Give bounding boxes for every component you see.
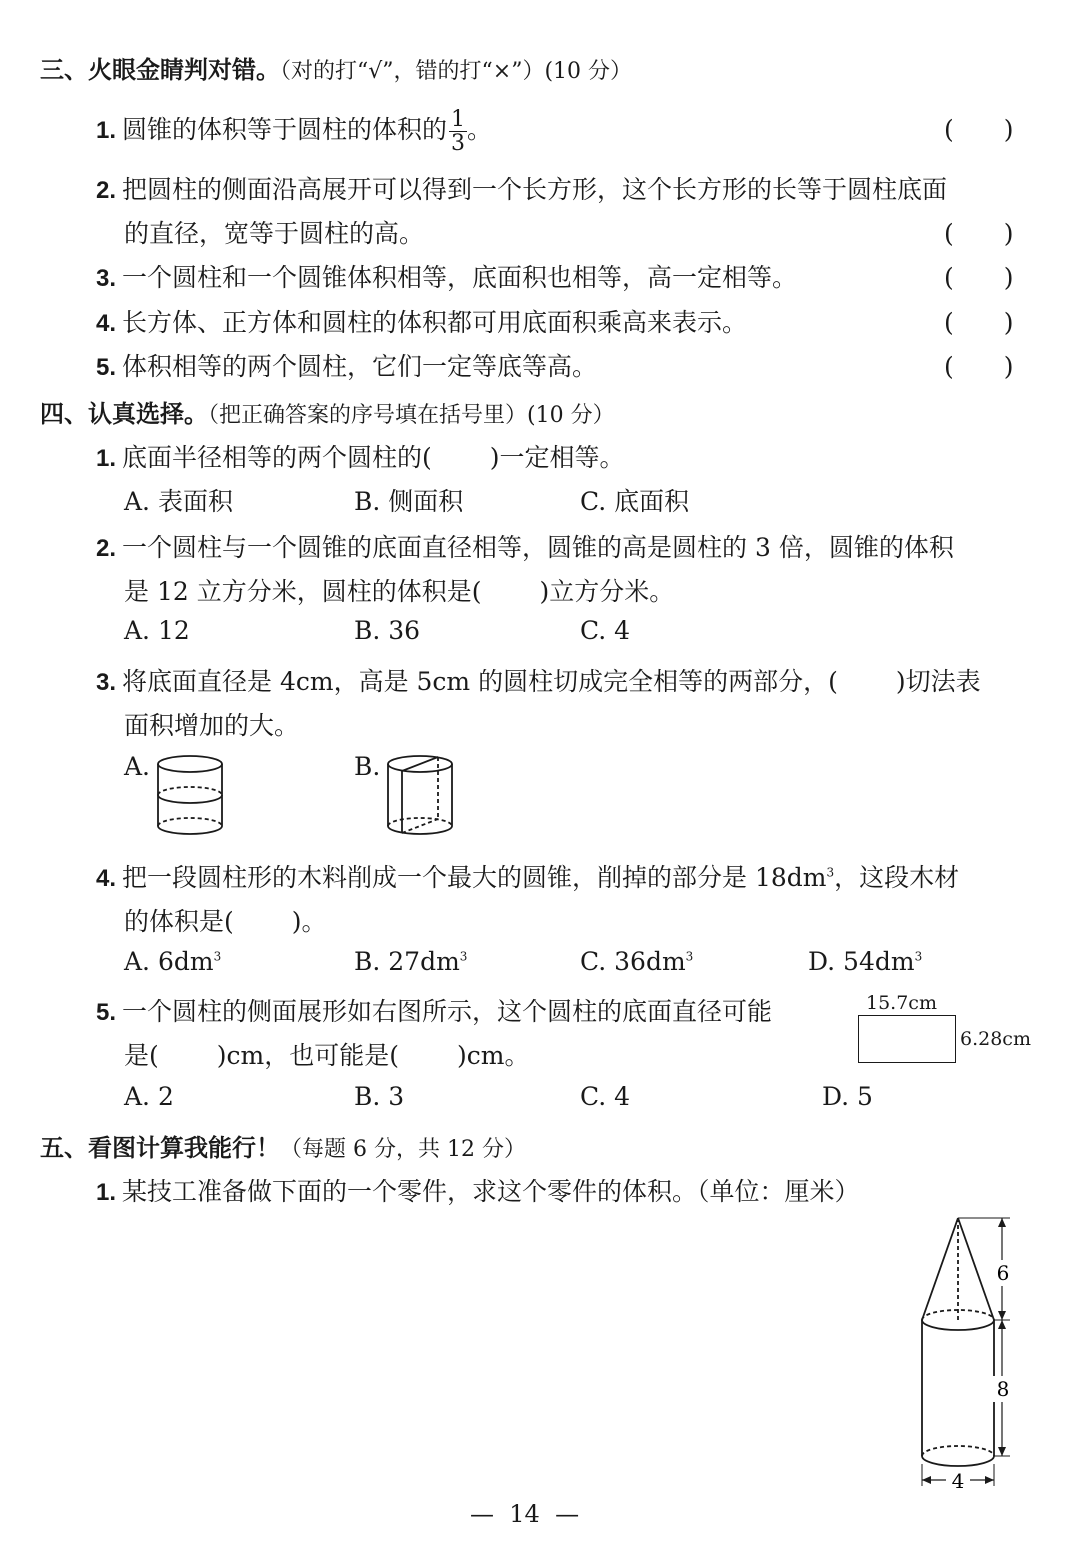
section-5-heading <box>40 1128 526 1163</box>
s4-q3-num: 3. <box>96 669 117 696</box>
s4-q5-option-a[interactable]: A. 2 <box>124 1082 174 1111</box>
s4-q4-option-b-text: B. 27dm <box>354 947 460 976</box>
s3-item-1-tail: 。 <box>467 115 493 145</box>
s4-q4-option-d[interactable] <box>808 947 922 976</box>
s4-q4-option-a-sup: 3 <box>213 949 222 964</box>
s4-q2-text-b: )立方分米。 <box>539 577 675 606</box>
s4-q4-option-d-sup: 3 <box>914 949 923 964</box>
s4-q3-option-b[interactable]: B. <box>354 752 381 781</box>
s4-q1 <box>96 438 625 474</box>
s3-item-1 <box>96 108 492 155</box>
s4-q1-option-b[interactable]: B. 侧面积 <box>354 487 464 516</box>
answer-paren-s3-5[interactable]: ( ) <box>944 352 1014 381</box>
s3-item-2-line2: 的直径，宽等于圆柱的高。 <box>124 219 425 248</box>
s4-q5-option-b[interactable]: B. 3 <box>354 1082 405 1111</box>
page-number-dash-left: — <box>470 1500 494 1528</box>
section-5-title: 五、看图计算我能行！ <box>40 1134 280 1162</box>
s4-q4-line2 <box>124 902 327 938</box>
s4-q3-line2: 面积增加的大。 <box>124 711 300 740</box>
s4-q5-option-c[interactable]: C. 4 <box>580 1082 631 1111</box>
s4-q5-text-b: )cm，也可能是( <box>216 1041 399 1070</box>
s4-q4-text-c: 的体积是( <box>124 907 234 936</box>
s4-q2-line1: 一个圆柱与一个圆锥的底面直径相等，圆锥的高是圆柱的 3 倍，圆锥的体积 <box>122 533 954 562</box>
s5-q1 <box>96 1172 860 1208</box>
s3-item-2 <box>96 170 947 206</box>
section-3-note: （对的打“√”，错的打“×”）(10 分） <box>280 59 633 84</box>
section-4-heading <box>40 394 615 429</box>
cylinder-vertical-cut-figure <box>382 752 462 842</box>
s4-q3-text-a: 将底面直径是 4cm，高是 5cm 的圆柱切成完全相等的两部分，( <box>122 667 838 696</box>
s4-q4-option-c-sup: 3 <box>685 949 694 964</box>
s3-item-5-text: 体积相等的两个圆柱，它们一定等底等高。 <box>122 352 598 381</box>
s3-item-4-num: 4. <box>96 310 117 337</box>
base-diameter-label: 4 <box>951 1469 965 1493</box>
page-number <box>470 1500 579 1528</box>
s4-q2-num: 2. <box>96 535 117 562</box>
s3-item-5-num: 5. <box>96 354 117 381</box>
s4-q3-text-b: )切法表 <box>895 667 981 696</box>
s4-q1-text-b: )一定相等。 <box>489 443 625 472</box>
s4-q1-option-c[interactable]: C. 底面积 <box>580 487 690 516</box>
s3-item-4-text: 长方体、正方体和圆柱的体积都可用底面积乘高来表示。 <box>122 308 748 337</box>
cylinder-height-label: 8 <box>996 1377 1010 1401</box>
s3-item-3 <box>96 258 797 294</box>
s3-item-1-text: 圆锥的体积等于圆柱的体积的 <box>122 115 448 145</box>
page-number-dash-right: — <box>555 1500 580 1528</box>
section-3-heading <box>40 50 632 85</box>
s4-q4-option-d-text: D. 54dm <box>808 947 915 976</box>
s4-q1-option-a[interactable]: A. 表面积 <box>124 487 233 516</box>
section-4-note: （把正确答案的序号填在括号里）(10 分） <box>208 403 615 428</box>
s4-q4-option-a[interactable] <box>124 947 221 976</box>
s4-q5-line1: 一个圆柱的侧面展形如右图所示，这个圆柱的底面直径可能 <box>122 997 773 1026</box>
page-number-value: 14 <box>509 1500 540 1528</box>
s3-item-2-text: 把圆柱的侧面沿高展开可以得到一个长方形，这个长方形的长等于圆柱底面 <box>122 175 948 204</box>
cylinder-horizontal-cut-figure <box>152 752 232 842</box>
rectangle-top-label: 15.7cm <box>866 992 937 1014</box>
s4-q5-option-d[interactable]: D. 5 <box>822 1082 873 1111</box>
s4-q4-num: 4. <box>96 865 117 892</box>
s3-item-3-num: 3. <box>96 265 117 292</box>
cone-height-label: 6 <box>996 1261 1010 1285</box>
s5-q1-num: 1. <box>96 1179 117 1206</box>
s4-q5-num: 5. <box>96 999 117 1026</box>
answer-paren-s3-2[interactable]: ( ) <box>944 219 1014 248</box>
s4-q2-option-b[interactable]: B. 36 <box>354 616 421 645</box>
s4-q4-option-c-text: C. 36dm <box>580 947 686 976</box>
answer-paren-s3-1[interactable]: ( ) <box>944 115 1014 144</box>
fraction-denominator: 3 <box>451 131 466 157</box>
lateral-surface-rectangle <box>858 1015 956 1063</box>
s4-q4-option-c[interactable] <box>580 947 693 976</box>
s4-q5 <box>96 992 772 1028</box>
s4-q2-option-a[interactable]: A. 12 <box>124 616 190 645</box>
s4-q4-text-b: ，这段木材 <box>834 863 960 892</box>
s4-q1-num: 1. <box>96 445 117 472</box>
s4-q3 <box>96 662 981 698</box>
s4-q5-text-c: )cm。 <box>456 1041 530 1070</box>
s3-item-5 <box>96 347 597 383</box>
rectangle-side-label: 6.28cm <box>960 1028 1031 1050</box>
s4-q3-option-a[interactable]: A. <box>124 752 151 781</box>
s4-q4-option-b[interactable] <box>354 947 467 976</box>
s4-q1-text-a: 底面半径相等的两个圆柱的( <box>122 443 432 472</box>
s4-q5-text-a: 是( <box>124 1041 159 1070</box>
s4-q2-line2 <box>124 572 674 608</box>
answer-paren-s3-4[interactable]: ( ) <box>944 308 1014 337</box>
section-3-title: 三、火眼金睛判对错。 <box>40 56 280 84</box>
s4-q4-text-d: )。 <box>291 907 327 936</box>
s3-item-3-text: 一个圆柱和一个圆锥体积相等，底面积也相等，高一定相等。 <box>122 263 798 292</box>
s4-q4-option-b-sup: 3 <box>459 949 468 964</box>
s4-q2-option-c[interactable]: C. 4 <box>580 616 631 645</box>
s4-q4-option-a-text: A. 6dm <box>124 947 214 976</box>
s4-q2 <box>96 528 954 564</box>
s3-item-4 <box>96 303 747 339</box>
s4-q2-text-a: 是 12 立方分米，圆柱的体积是( <box>124 577 482 606</box>
section-5-note: （每题 6 分，共 12 分） <box>280 1137 526 1162</box>
cone-cylinder-part-figure <box>906 1208 1036 1498</box>
s4-q4-text-a: 把一段圆柱形的木料削成一个最大的圆锥，削掉的部分是 18dm <box>122 863 827 892</box>
s4-q4 <box>96 858 959 894</box>
fraction-numerator: 1 <box>451 107 466 132</box>
fraction-one-third <box>449 108 467 155</box>
s5-q1-text: 某技工准备做下面的一个零件，求这个零件的体积。（单位：厘米） <box>122 1177 860 1206</box>
s3-item-1-num: 1. <box>96 117 117 145</box>
section-4-title: 四、认真选择。 <box>40 400 208 428</box>
s4-q5-line2 <box>124 1036 529 1072</box>
s3-item-2-num: 2. <box>96 177 117 204</box>
answer-paren-s3-3[interactable]: ( ) <box>944 263 1014 292</box>
s4-q4-sup: 3 <box>826 865 835 880</box>
